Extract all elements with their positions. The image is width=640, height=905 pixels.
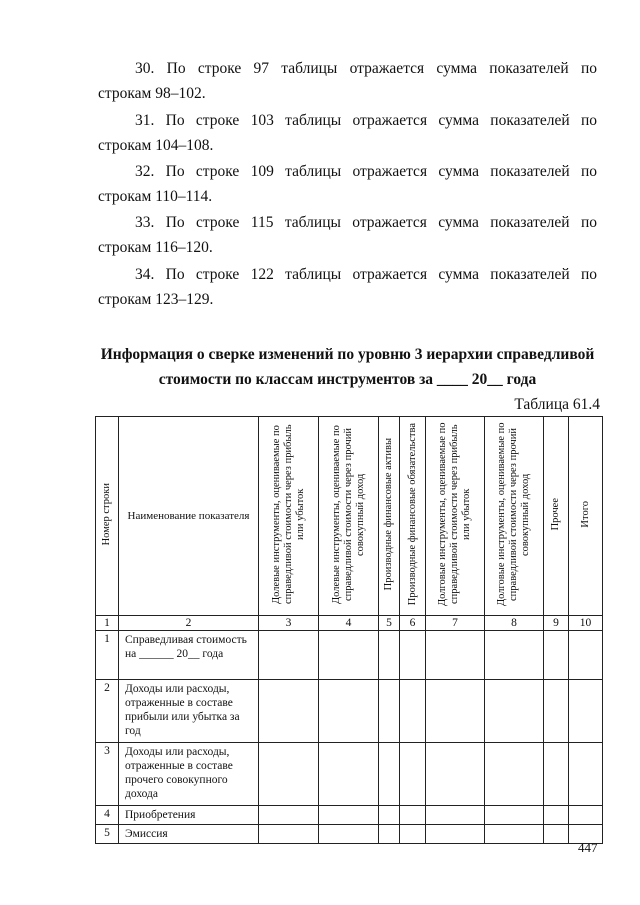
row-number: 5: [96, 825, 119, 844]
table-cell: [569, 631, 603, 680]
paragraph-line: 34. По строке 122 таблицы отражается сумма показателей по: [135, 266, 597, 283]
table-cell: [426, 743, 485, 806]
table-cell: [379, 680, 400, 743]
table-cell: [426, 680, 485, 743]
paragraph-line: 30. По строке 97 таблицы отражается сумма показателей по: [135, 60, 597, 77]
table-heading-line-1: Информация о сверке изменений по уровню 3 иерархии справедливой: [100, 346, 595, 363]
paragraph-line: строкам 123–129.: [98, 291, 214, 308]
table-cell: [400, 806, 426, 825]
row-label: Эмиссия: [119, 825, 259, 844]
row-number: 1: [96, 631, 119, 680]
column-header: Прочее: [544, 417, 569, 616]
table-cell: [426, 631, 485, 680]
paragraph-line: 32. По строке 109 таблицы отражается сумма показателей по: [135, 163, 597, 180]
table-cell: [400, 631, 426, 680]
column-number: 1: [96, 616, 119, 631]
table-cell: [426, 806, 485, 825]
table-cell: [259, 743, 319, 806]
table-cell: [379, 631, 400, 680]
table-row: [96, 680, 603, 743]
column-header: Долговые инструменты, оцениваемые по справедливой стоимости через прочий совокупный доход: [485, 417, 544, 616]
table-cell: [569, 806, 603, 825]
table-cell: [400, 825, 426, 844]
column-number: 8: [485, 616, 544, 631]
table-cell: [379, 743, 400, 806]
table-heading-line-2: стоимости по классам инструментов за ____ 20__ года: [158, 371, 537, 388]
table-cell: [400, 680, 426, 743]
column-header: Долевые инструменты, оцениваемые по справедливой стоимости через прочий совокупный доход: [319, 417, 379, 616]
column-number: 9: [544, 616, 569, 631]
row-label: Доходы или расходы, отраженные в составе прочего совокупного дохода: [119, 743, 259, 806]
page-number: 447: [578, 840, 598, 855]
table-cell: [319, 806, 379, 825]
table-caption: Таблица 61.4: [514, 396, 600, 413]
row-label: Приобретения: [119, 806, 259, 825]
table-cell: [319, 631, 379, 680]
table-cell: [259, 631, 319, 680]
row-label: Справедливая стоимость на ______ 20__ года: [119, 631, 259, 680]
table-cell: [544, 806, 569, 825]
table-cell: [259, 680, 319, 743]
paragraph-line: строкам 116–120.: [98, 239, 213, 256]
paragraph-line: строкам 110–114.: [98, 188, 213, 205]
row-number: 3: [96, 743, 119, 806]
table-cell: [544, 680, 569, 743]
paragraph-line: строкам 104–108.: [98, 137, 214, 154]
column-number: 2: [119, 616, 259, 631]
column-number: 3: [259, 616, 319, 631]
column-header: Долговые инструменты, оцениваемые по справедливой стоимости через прибыль или убыток: [426, 417, 485, 616]
table-cell: [379, 825, 400, 844]
row-number: 4: [96, 806, 119, 825]
column-number-row: [96, 616, 603, 631]
table-cell: [426, 825, 485, 844]
column-header: Итого: [569, 417, 603, 616]
table-row: [96, 631, 603, 680]
table-cell: [544, 631, 569, 680]
table-cell: [569, 680, 603, 743]
table-cell: [319, 680, 379, 743]
paragraph-line: 33. По строке 115 таблицы отражается сумма показателей по: [135, 214, 597, 231]
table-cell: [485, 631, 544, 680]
table-cell: [485, 806, 544, 825]
column-header: Производные финансовые активы: [379, 417, 400, 616]
table-cell: [259, 806, 319, 825]
column-number: 5: [379, 616, 400, 631]
row-number: 2: [96, 680, 119, 743]
table-cell: [259, 825, 319, 844]
paragraph-line: строкам 98–102.: [98, 85, 206, 102]
table-cell: [379, 806, 400, 825]
column-number: 6: [400, 616, 426, 631]
column-header: Производные финансовые обязательства: [400, 417, 426, 616]
table-cell: [544, 743, 569, 806]
table-cell: [485, 825, 544, 844]
table-cell: [485, 743, 544, 806]
column-number: 7: [426, 616, 485, 631]
column-header: Наименование показателя: [119, 417, 259, 616]
reconciliation-table: [95, 416, 603, 844]
row-label: Доходы или расходы, отраженные в составе прибыли или убытка за год: [119, 680, 259, 743]
header-row: [96, 417, 603, 616]
column-number: 4: [319, 616, 379, 631]
table-cell: [485, 680, 544, 743]
table-row: [96, 743, 603, 806]
column-header: Долевые инструменты, оцениваемые по справедливой стоимости через прибыль или убыток: [259, 417, 319, 616]
paragraph-line: 31. По строке 103 таблицы отражается сумма показателей по: [135, 112, 597, 129]
table-row: [96, 806, 603, 825]
table-row: [96, 825, 603, 844]
column-number: 10: [569, 616, 603, 631]
table-cell: [400, 743, 426, 806]
column-header: Номер строки: [96, 417, 119, 616]
table-cell: [569, 743, 603, 806]
table-cell: [319, 743, 379, 806]
table-cell: [319, 825, 379, 844]
table-cell: [544, 825, 569, 844]
